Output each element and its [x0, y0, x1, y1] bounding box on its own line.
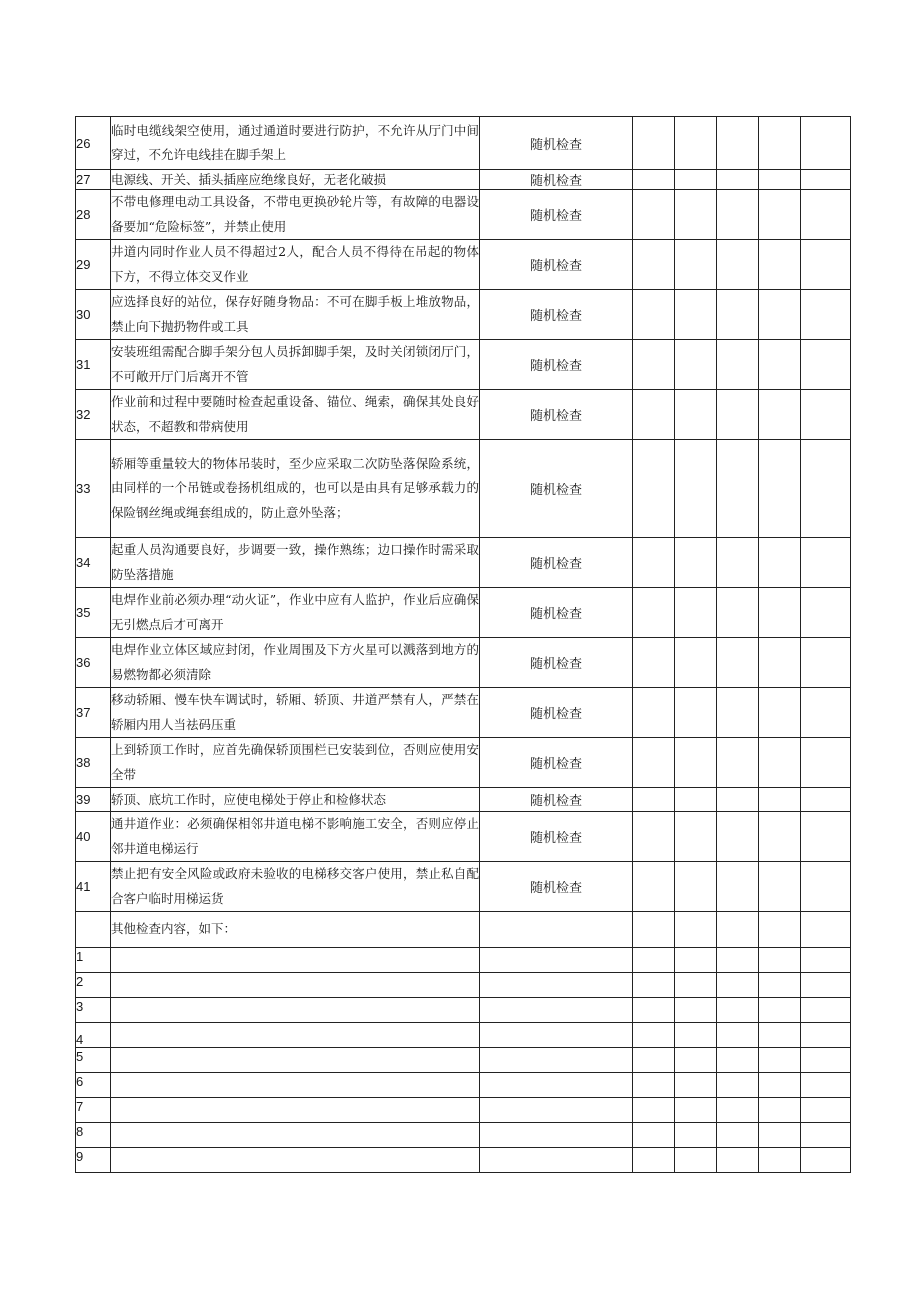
- result-cell[interactable]: [633, 440, 675, 538]
- table-row: [76, 588, 851, 638]
- result-cell[interactable]: [759, 948, 801, 973]
- blank-item-cell[interactable]: [111, 973, 480, 998]
- result-cell[interactable]: [633, 170, 675, 190]
- check-method: 随机检查: [480, 788, 633, 812]
- result-cell[interactable]: [801, 440, 851, 538]
- result-cell[interactable]: [633, 638, 675, 688]
- table-row: [76, 812, 851, 862]
- row-number: 1: [76, 948, 111, 973]
- result-cell[interactable]: [717, 1148, 759, 1173]
- result-cell[interactable]: [759, 240, 801, 290]
- result-cell[interactable]: [675, 688, 717, 738]
- row-number: 38: [76, 738, 111, 788]
- result-cell[interactable]: [759, 117, 801, 170]
- result-cell[interactable]: [717, 812, 759, 862]
- result-cell[interactable]: [759, 538, 801, 588]
- result-cell[interactable]: [717, 390, 759, 440]
- result-cell[interactable]: [801, 1123, 851, 1148]
- blank-item-cell[interactable]: [111, 998, 480, 1023]
- result-cell[interactable]: [633, 788, 675, 812]
- result-cell[interactable]: [759, 1048, 801, 1073]
- result-cell[interactable]: [675, 290, 717, 340]
- result-cell[interactable]: [801, 788, 851, 812]
- result-cell[interactable]: [633, 688, 675, 738]
- blank-row: [76, 1023, 851, 1048]
- result-cell[interactable]: [633, 973, 675, 998]
- table-row: [76, 290, 851, 340]
- row-number: 31: [76, 340, 111, 390]
- check-method: 随机检查: [480, 738, 633, 788]
- result-cell[interactable]: [675, 1048, 717, 1073]
- check-method: 随机检查: [480, 440, 633, 538]
- result-cell[interactable]: [675, 340, 717, 390]
- result-cell[interactable]: [801, 240, 851, 290]
- result-cell[interactable]: [801, 1073, 851, 1098]
- check-item: 起重人员沟通要良好，步调要一致，操作熟练；边口操作时需采取防坠落措施: [111, 538, 480, 588]
- result-cell[interactable]: [717, 788, 759, 812]
- result-cell[interactable]: [801, 738, 851, 788]
- result-cell[interactable]: [759, 973, 801, 998]
- blank-item-cell[interactable]: [111, 1148, 480, 1173]
- row-number: 3: [76, 998, 111, 1023]
- result-cell[interactable]: [675, 1123, 717, 1148]
- row-number: 37: [76, 688, 111, 738]
- result-cell[interactable]: [675, 1023, 717, 1048]
- result-cell[interactable]: [675, 998, 717, 1023]
- result-cell[interactable]: [759, 290, 801, 340]
- result-cell[interactable]: [633, 390, 675, 440]
- table-row: [76, 240, 851, 290]
- check-item: 移动轿厢、慢车快车调试时，轿厢、轿顶、井道严禁有人，严禁在轿厢内用人当祛码压重: [111, 688, 480, 738]
- row-number: [76, 912, 111, 948]
- result-cell[interactable]: [759, 638, 801, 688]
- result-cell[interactable]: [801, 998, 851, 1023]
- result-cell[interactable]: [633, 998, 675, 1023]
- table-row: [76, 190, 851, 240]
- result-cell[interactable]: [717, 1023, 759, 1048]
- row-number: 4: [76, 1023, 111, 1048]
- blank-method-cell[interactable]: [480, 1048, 633, 1073]
- result-cell[interactable]: [759, 1148, 801, 1173]
- result-cell[interactable]: [675, 1098, 717, 1123]
- row-number: 6: [76, 1073, 111, 1098]
- result-cell[interactable]: [759, 688, 801, 738]
- result-cell[interactable]: [717, 1073, 759, 1098]
- row-number: 36: [76, 638, 111, 688]
- row-number: 7: [76, 1098, 111, 1123]
- check-method: 随机检查: [480, 117, 633, 170]
- result-cell[interactable]: [717, 912, 759, 948]
- blank-item-cell[interactable]: [111, 1048, 480, 1073]
- result-cell[interactable]: [717, 117, 759, 170]
- check-method: 随机检查: [480, 538, 633, 588]
- other-items-row: [76, 912, 851, 948]
- result-cell[interactable]: [675, 1148, 717, 1173]
- result-cell[interactable]: [759, 340, 801, 390]
- result-cell[interactable]: [633, 1148, 675, 1173]
- blank-row: [76, 1123, 851, 1148]
- result-cell[interactable]: [717, 998, 759, 1023]
- result-cell[interactable]: [675, 812, 717, 862]
- result-cell[interactable]: [717, 340, 759, 390]
- result-cell[interactable]: [633, 1023, 675, 1048]
- result-cell[interactable]: [759, 1073, 801, 1098]
- result-cell[interactable]: [801, 390, 851, 440]
- result-cell[interactable]: [801, 588, 851, 638]
- result-cell[interactable]: [633, 738, 675, 788]
- result-cell[interactable]: [801, 1098, 851, 1123]
- result-cell[interactable]: [633, 290, 675, 340]
- other-items-label: 其他检查内容，如下：: [111, 912, 480, 948]
- result-cell[interactable]: [633, 948, 675, 973]
- blank-method-cell[interactable]: [480, 1073, 633, 1098]
- result-cell[interactable]: [675, 440, 717, 538]
- result-cell[interactable]: [801, 1048, 851, 1073]
- check-method: 随机检查: [480, 812, 633, 862]
- row-number: 2: [76, 973, 111, 998]
- result-cell[interactable]: [633, 1123, 675, 1148]
- table-row: [76, 738, 851, 788]
- row-number: 8: [76, 1123, 111, 1148]
- result-cell[interactable]: [675, 862, 717, 912]
- result-cell[interactable]: [801, 1148, 851, 1173]
- blank-row: [76, 1073, 851, 1098]
- check-method[interactable]: [480, 912, 633, 948]
- check-item: 安装班组需配合脚手架分包人员拆卸脚手架，及时关闭锁闭厅门，不可敞开厅门后离开不管: [111, 340, 480, 390]
- check-method: 随机检查: [480, 390, 633, 440]
- check-item: 不带电修理电动工具设备，不带电更换砂轮片等，有故障的电器设备要加“危险标签”，并禁止使用: [111, 190, 480, 240]
- result-cell[interactable]: [801, 290, 851, 340]
- result-cell[interactable]: [633, 1048, 675, 1073]
- row-number: 32: [76, 390, 111, 440]
- blank-row: [76, 998, 851, 1023]
- check-item: 电焊作业立体区域应封闭，作业周围及下方火星可以溅落到地方的易燃物都必须清除: [111, 638, 480, 688]
- check-item: 应选择良好的站位，保存好随身物品：不可在脚手板上堆放物品，禁止向下抛扔物件或工具: [111, 290, 480, 340]
- table-row: [76, 862, 851, 912]
- row-number: 40: [76, 812, 111, 862]
- table-row: [76, 340, 851, 390]
- blank-item-cell[interactable]: [111, 1123, 480, 1148]
- result-cell[interactable]: [675, 973, 717, 998]
- result-cell[interactable]: [759, 738, 801, 788]
- table-row: [76, 117, 851, 170]
- row-number: 29: [76, 240, 111, 290]
- check-method: 随机检查: [480, 190, 633, 240]
- result-cell[interactable]: [675, 240, 717, 290]
- result-cell[interactable]: [717, 240, 759, 290]
- row-number: 39: [76, 788, 111, 812]
- result-cell[interactable]: [675, 738, 717, 788]
- inspection-table: [75, 116, 851, 1173]
- check-item: 轿厢等重量较大的物体吊装时，至少应采取二次防坠落保险系统，由同样的一个吊链或卷扬机组成的，也可以是由具有足够承载力的保险钢丝绳或绳套组成的，防止意外坠落；: [111, 440, 480, 538]
- check-method: 随机检查: [480, 290, 633, 340]
- check-method: 随机检查: [480, 688, 633, 738]
- result-cell[interactable]: [717, 170, 759, 190]
- result-cell[interactable]: [801, 117, 851, 170]
- result-cell[interactable]: [717, 638, 759, 688]
- result-cell[interactable]: [759, 998, 801, 1023]
- row-number: 35: [76, 588, 111, 638]
- result-cell[interactable]: [675, 538, 717, 588]
- blank-row: [76, 1148, 851, 1173]
- result-cell[interactable]: [675, 390, 717, 440]
- check-method: 随机检查: [480, 240, 633, 290]
- blank-item-cell[interactable]: [111, 948, 480, 973]
- blank-method-cell[interactable]: [480, 973, 633, 998]
- blank-row: [76, 1048, 851, 1073]
- blank-method-cell[interactable]: [480, 1098, 633, 1123]
- table-row: [76, 688, 851, 738]
- check-method: 随机检查: [480, 340, 633, 390]
- result-cell[interactable]: [759, 812, 801, 862]
- row-number: 9: [76, 1148, 111, 1173]
- result-cell[interactable]: [801, 973, 851, 998]
- result-cell[interactable]: [759, 788, 801, 812]
- result-cell[interactable]: [759, 1023, 801, 1048]
- check-item: 通井道作业：必须确保相邻井道电梯不影响施工安全，否则应停止邻井道电梯运行: [111, 812, 480, 862]
- result-cell[interactable]: [633, 1098, 675, 1123]
- result-cell[interactable]: [759, 862, 801, 912]
- row-number: 28: [76, 190, 111, 240]
- blank-row: [76, 973, 851, 998]
- result-cell[interactable]: [759, 1098, 801, 1123]
- result-cell[interactable]: [675, 1073, 717, 1098]
- row-number: 27: [76, 170, 111, 190]
- result-cell[interactable]: [717, 538, 759, 588]
- row-number: 34: [76, 538, 111, 588]
- blank-item-cell[interactable]: [111, 1098, 480, 1123]
- result-cell[interactable]: [759, 170, 801, 190]
- result-cell[interactable]: [759, 440, 801, 538]
- row-number: 30: [76, 290, 111, 340]
- result-cell[interactable]: [675, 788, 717, 812]
- result-cell[interactable]: [717, 588, 759, 638]
- check-item: 作业前和过程中要随时检查起重设备、锚位、绳索，确保其处良好状态，不超教和带病使用: [111, 390, 480, 440]
- result-cell[interactable]: [717, 688, 759, 738]
- result-cell[interactable]: [717, 440, 759, 538]
- result-cell[interactable]: [633, 538, 675, 588]
- table-row: [76, 638, 851, 688]
- result-cell[interactable]: [633, 190, 675, 240]
- result-cell[interactable]: [675, 117, 717, 170]
- blank-row: [76, 948, 851, 973]
- result-cell[interactable]: [801, 912, 851, 948]
- result-cell[interactable]: [633, 862, 675, 912]
- check-item: 电焊作业前必须办理“动火证”，作业中应有人监护，作业后应确保无引燃点后才可离开: [111, 588, 480, 638]
- result-cell[interactable]: [759, 190, 801, 240]
- result-cell[interactable]: [801, 190, 851, 240]
- check-item: 上到轿顶工作时，应首先确保轿顶围栏已安装到位，否则应使用安全带: [111, 738, 480, 788]
- blank-method-cell[interactable]: [480, 1123, 633, 1148]
- result-cell[interactable]: [759, 390, 801, 440]
- check-item: 轿顶、底坑工作时，应使电梯处于停止和检修状态: [111, 788, 480, 812]
- result-cell[interactable]: [717, 973, 759, 998]
- check-method: 随机检查: [480, 638, 633, 688]
- result-cell[interactable]: [717, 290, 759, 340]
- result-cell[interactable]: [717, 190, 759, 240]
- result-cell[interactable]: [633, 340, 675, 390]
- check-item: 禁止把有安全风险或政府未验收的电梯移交客户使用，禁止私自配合客户临时用梯运货: [111, 862, 480, 912]
- result-cell[interactable]: [801, 812, 851, 862]
- blank-row: [76, 1098, 851, 1123]
- blank-method-cell[interactable]: [480, 1023, 633, 1048]
- result-cell[interactable]: [801, 688, 851, 738]
- result-cell[interactable]: [633, 588, 675, 638]
- check-method: 随机检查: [480, 862, 633, 912]
- table-row: [76, 788, 851, 812]
- table-row: [76, 440, 851, 538]
- result-cell[interactable]: [801, 948, 851, 973]
- result-cell[interactable]: [717, 738, 759, 788]
- blank-item-cell[interactable]: [111, 1073, 480, 1098]
- row-number: 33: [76, 440, 111, 538]
- result-cell[interactable]: [801, 1023, 851, 1048]
- result-cell[interactable]: [633, 812, 675, 862]
- result-cell[interactable]: [801, 340, 851, 390]
- check-method: 随机检查: [480, 588, 633, 638]
- result-cell[interactable]: [717, 1123, 759, 1148]
- row-number: 5: [76, 1048, 111, 1073]
- result-cell[interactable]: [675, 588, 717, 638]
- blank-method-cell[interactable]: [480, 1148, 633, 1173]
- table-row: [76, 170, 851, 190]
- result-cell[interactable]: [633, 1073, 675, 1098]
- result-cell[interactable]: [801, 538, 851, 588]
- result-cell[interactable]: [675, 912, 717, 948]
- result-cell[interactable]: [801, 638, 851, 688]
- result-cell[interactable]: [717, 1048, 759, 1073]
- check-method: 随机检查: [480, 170, 633, 190]
- result-cell[interactable]: [675, 190, 717, 240]
- result-cell[interactable]: [633, 117, 675, 170]
- blank-item-cell[interactable]: [111, 1023, 480, 1048]
- result-cell[interactable]: [633, 912, 675, 948]
- check-item: 电源线、开关、插头插座应绝缘良好，无老化破损: [111, 170, 480, 190]
- result-cell[interactable]: [801, 170, 851, 190]
- result-cell[interactable]: [717, 862, 759, 912]
- result-cell[interactable]: [717, 1098, 759, 1123]
- row-number: 26: [76, 117, 111, 170]
- check-item: 井道内同时作业人员不得超过2人，配合人员不得待在吊起的物体下方，不得立体交叉作业: [111, 240, 480, 290]
- result-cell[interactable]: [801, 862, 851, 912]
- result-cell[interactable]: [675, 638, 717, 688]
- result-cell[interactable]: [675, 170, 717, 190]
- result-cell[interactable]: [633, 240, 675, 290]
- table-row: [76, 538, 851, 588]
- row-number: 41: [76, 862, 111, 912]
- result-cell[interactable]: [717, 948, 759, 973]
- blank-method-cell[interactable]: [480, 948, 633, 973]
- result-cell[interactable]: [759, 1123, 801, 1148]
- result-cell[interactable]: [759, 912, 801, 948]
- blank-method-cell[interactable]: [480, 998, 633, 1023]
- table-row: [76, 390, 851, 440]
- result-cell[interactable]: [675, 948, 717, 973]
- result-cell[interactable]: [759, 588, 801, 638]
- check-item: 临时电缆线架空使用，通过通道时要进行防护，不允许从厅门中间穿过，不允许电线挂在脚手架上: [111, 117, 480, 170]
